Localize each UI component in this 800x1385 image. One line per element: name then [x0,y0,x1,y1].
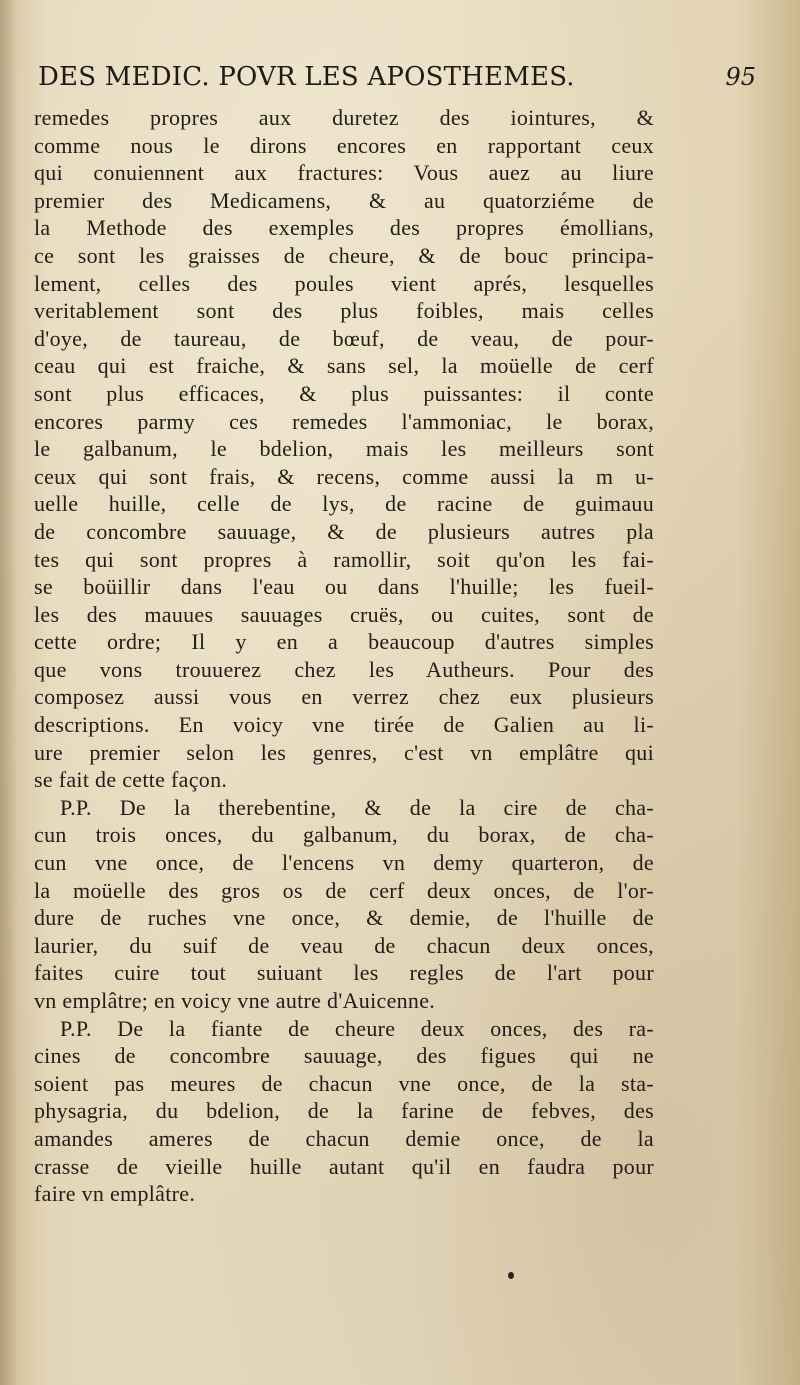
text-line: laurier, du suif de veau de chacun deux onces, [34,932,654,958]
text-line: cun vne once, de l'encens vn demy quarteron, de [34,850,654,876]
text-line: physagria, du bdelion, de la farine de febves, des [34,1098,654,1124]
text-line: la moüelle des gros os de cerf deux onces, de l'or- [34,877,654,903]
text-line: le galbanum, le bdelion, mais les meilleurs sont [34,436,654,462]
text-line: P.P. De la fiante de cheure deux onces, des ra- [60,1015,654,1041]
text-line: lement, celles des poules vient aprés, lesquelles [34,270,654,296]
text-line: cette ordre; Il y en a beaucoup d'autres simples [34,629,654,655]
text-line: faites cuire tout suiuant les regles de l'art pour [34,960,654,986]
text-line: descriptions. En voicy vne tirée de Galien au li- [34,712,654,738]
text-line: les des mauues sauuages cruës, ou cuites, sont de [34,601,654,627]
text-line: comme nous le dirons encores en rapportant ceux [34,132,654,158]
body-text [34,104,654,1208]
text-line: cun trois onces, du galbanum, du borax, de cha- [34,822,654,848]
running-title: DES MEDIC. POVR LES APOSTHEMES. [38,62,575,92]
text-line: se boüillir dans l'eau ou dans l'huille; les fueil- [34,574,654,600]
text-line: veritablement sont des plus foibles, mais celles [34,298,654,324]
text-line: de concombre sauuage, & de plusieurs autres pla [34,518,654,544]
text-line: faire vn emplâtre. [34,1181,196,1207]
text-line: soient pas meures de chacun vne once, de la sta- [34,1070,654,1096]
text-line: ceau qui est fraiche, & sans sel, la moüelle de cerf [34,353,654,379]
text-line: dure de ruches vne once, & demie, de l'huille de [34,905,654,931]
text-line: amandes ameres de chacun demie once, de la [34,1125,654,1151]
text-line: qui conuiennent aux fractures: Vous auez au liure [34,160,654,186]
text-line: que vons trouuerez chez les Autheurs. Pour des [34,656,654,682]
text-line: uelle huille, celle de lys, de racine de guimauu [34,491,654,517]
text-line: cines de concombre sauuage, des figues qui ne [34,1043,654,1069]
text-line: la Methode des exemples des propres émollians, [34,215,654,241]
text-line: P.P. De la therebentine, & de la cire de cha- [60,794,654,820]
text-line: se fait de cette façon. [34,767,228,793]
page-gutter-shadow [0,0,18,1385]
text-line: crasse de vieille huille autant qu'il en faudra pour [34,1153,654,1179]
text-line: d'oye, de taureau, de bœuf, de veau, de pour- [34,325,654,351]
text-line: sont plus efficaces, & plus puissantes: il conte [34,380,654,406]
running-head [38,62,758,104]
text-line: remedes propres aux duretez des iointures, & [34,105,654,130]
text-line: ce sont les graisses de cheure, & de bouc principa- [34,242,654,268]
page-number: 95 [725,63,756,91]
text-line: composez aussi vous en verrez chez eux plusieurs [34,684,654,710]
text-line: ceux qui sont frais, & recens, comme aussi la m u- [34,463,654,489]
text-line: encores parmy ces remedes l'ammoniac, le borax, [34,408,654,434]
text-line: premier des Medicamens, & au quatorziéme de [34,187,654,213]
ink-speck [508,1272,514,1279]
text-line: vn emplâtre; en voicy vne autre d'Auicenne. [34,988,436,1013]
text-line: ure premier selon les genres, c'est vn emplâtre qui [34,739,654,765]
text-line: tes qui sont propres à ramollir, soit qu'on les fai- [34,546,654,572]
